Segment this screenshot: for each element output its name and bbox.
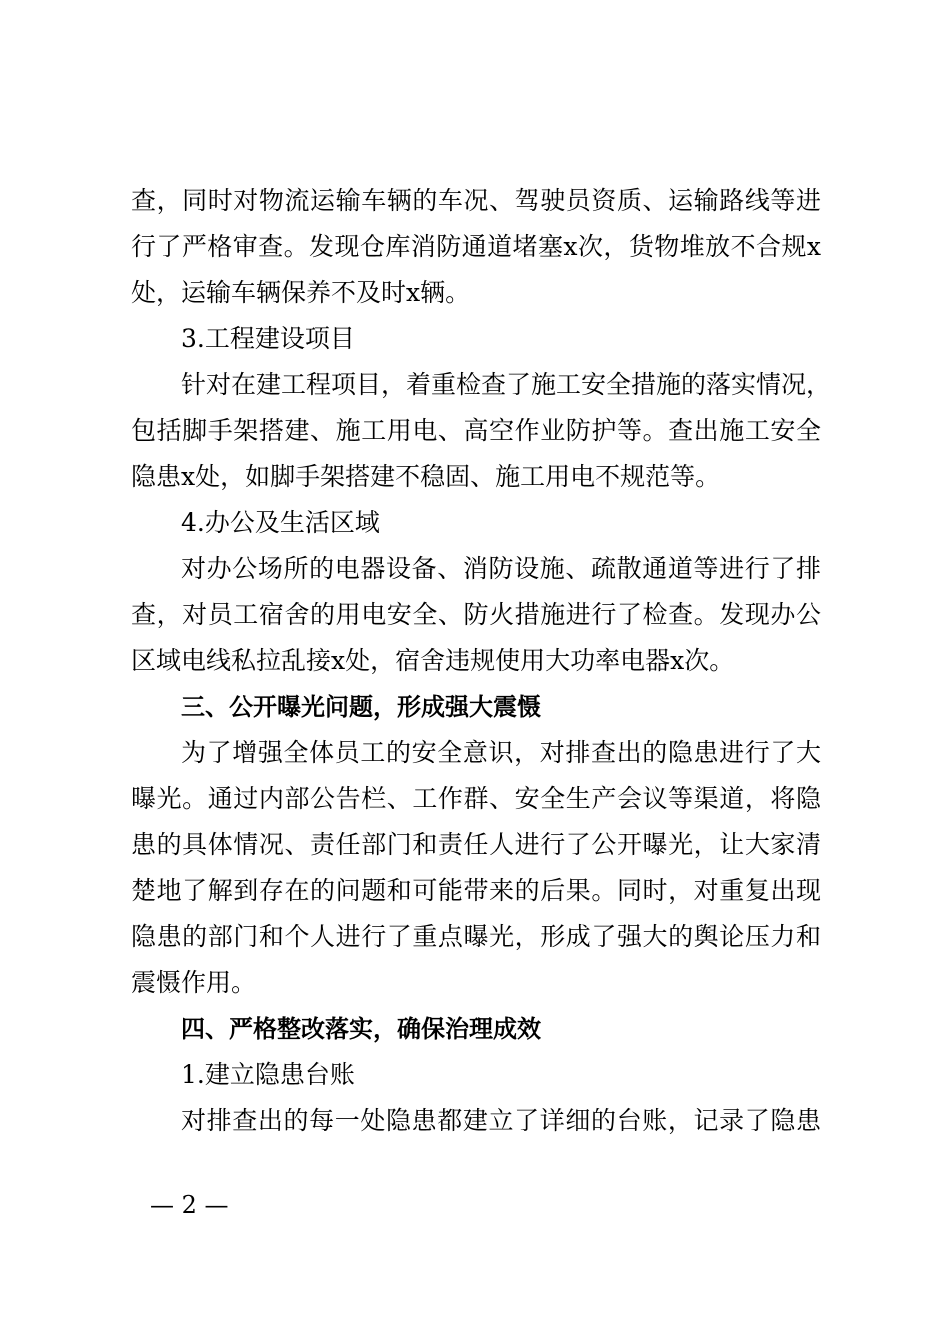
- body-line: 查，同时对物流运输车辆的车况、驾驶员资质、运输路线等进: [131, 186, 821, 215]
- body-line: 为了增强全体员工的安全意识，对排查出的隐患进行了大: [181, 738, 821, 767]
- section-heading-rectification: 四、严格整改落实，确保治理成效: [181, 1015, 541, 1043]
- body-line: 处，运输车辆保养不及时x辆。: [131, 278, 471, 307]
- subheading-engineering-projects: 3.工程建设项目: [181, 324, 355, 353]
- body-line: 对办公场所的电器设备、消防设施、疏散通道等进行了排: [181, 554, 821, 583]
- body-line: 患的具体情况、责任部门和责任人进行了公开曝光，让大家清: [131, 830, 821, 859]
- body-line: 针对在建工程项目，着重检查了施工安全措施的落实情况，: [181, 370, 832, 399]
- body-line: 隐患的部门和个人进行了重点曝光，形成了强大的舆论压力和: [131, 922, 821, 951]
- body-line: 楚地了解到存在的问题和可能带来的后果。同时，对重复出现: [131, 876, 821, 905]
- subheading-hazard-ledger: 1.建立隐患台账: [181, 1060, 355, 1089]
- subheading-office-living-areas: 4.办公及生活区域: [181, 508, 380, 537]
- body-line: 隐患x处，如脚手架搭建不稳固、施工用电不规范等。: [131, 462, 721, 491]
- body-line: 查，对员工宿舍的用电安全、防火措施进行了检查。发现办公: [131, 600, 821, 629]
- body-line: 区域电线私拉乱接x处，宿舍违规使用大功率电器x次。: [131, 646, 735, 675]
- body-line: 对排查出的每一处隐患都建立了详细的台账，记录了隐患: [181, 1106, 821, 1135]
- body-line: 曝光。通过内部公告栏、工作群、安全生产会议等渠道，将隐: [131, 784, 821, 813]
- body-line: 行了严格审查。发现仓库消防通道堵塞x次，货物堆放不合规x: [131, 232, 821, 261]
- body-line: 包括脚手架搭建、施工用电、高空作业防护等。查出施工安全: [131, 416, 821, 445]
- section-heading-public-exposure: 三、公开曝光问题，形成强大震慑: [181, 693, 541, 721]
- page-number: — 2 —: [150, 1191, 229, 1219]
- body-line: 震慑作用。: [131, 968, 257, 997]
